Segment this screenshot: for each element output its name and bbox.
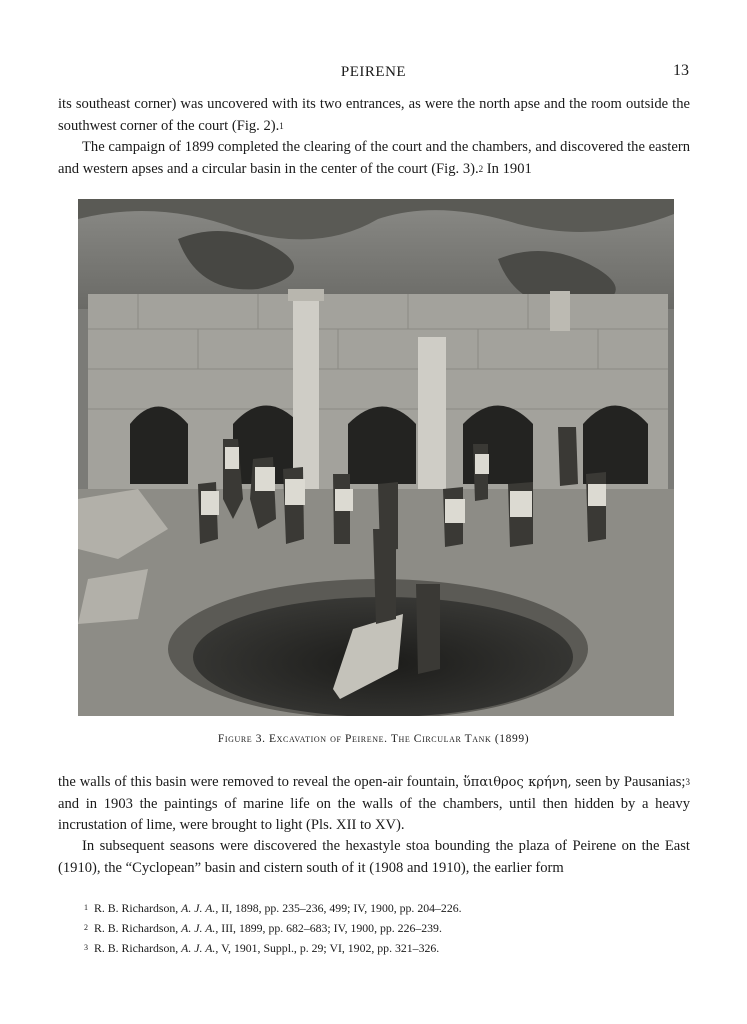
page-number: 13 xyxy=(673,62,689,79)
paragraph-3-rest: and in 1903 the paintings of marine life on the walls of the chambers, until then hidden by a heavy incrustation of lime, were brought to light (Pls. XII to XV). xyxy=(58,795,690,833)
footnote-author: R. B. Richardson, xyxy=(94,941,179,955)
footnote-author: R. B. Richardson, xyxy=(94,901,179,915)
paragraph-1-text: its southeast corner) was uncovered with its two entrances, as were the north apse and the room outside the southwest corner of the court (Fig. 2). xyxy=(58,96,690,134)
paragraph-1 xyxy=(58,94,690,137)
footnote-journal: A. J. A., xyxy=(181,921,219,935)
figure-caption: Figure 3. Excavation of Peirene. The Circular Tank (1899) xyxy=(217,733,530,745)
running-head xyxy=(0,60,747,84)
footnote-author: R. B. Richardson, xyxy=(94,921,179,935)
running-title: PEIRENE xyxy=(340,64,407,80)
footnote-citation: V, 1901, Suppl., p. 29; VI, 1902, pp. 321–326. xyxy=(221,941,440,955)
footnote-mark: 3 xyxy=(84,943,88,952)
footnote-citation: II, 1898, pp. 235–236, 499; IV, 1900, pp. 204–226. xyxy=(221,901,462,915)
footnote-mark: 1 xyxy=(84,903,88,912)
paragraph-3 xyxy=(58,772,690,837)
footnote-journal: A. J. A., xyxy=(181,901,219,915)
paragraph-4: In subsequent seasons were discovered the hexastyle stoa bounding the plaza of Peirene on the East (1910), the “Cyclopean” basin and cistern south of it (1908 and 1910), the earlier form xyxy=(58,838,690,876)
footnote-citation: III, 1899, pp. 682–683; IV, 1900, pp. 226–239. xyxy=(221,921,442,935)
paragraph-2-continuation: In 1901 xyxy=(486,160,532,177)
footnote-3 xyxy=(84,938,684,958)
footnote-ref-2: 2 xyxy=(478,163,484,174)
footnote-mark: 2 xyxy=(84,923,88,932)
footnote-ref-1: 1 xyxy=(279,120,284,131)
figure-photograph xyxy=(78,199,674,716)
paragraph-3-lead: the walls of this basin were removed to reveal the open-air fountain, xyxy=(58,774,459,790)
footnote-2 xyxy=(84,918,684,938)
excavation-photo xyxy=(78,199,674,716)
footnote-1 xyxy=(84,898,684,918)
footnotes xyxy=(84,898,684,958)
paragraph-2-text: The campaign of 1899 completed the clearing of the court and the chambers, and discovered the eastern and western apses and a circular basin in the center of the court (Fig. 3). xyxy=(58,139,690,177)
footnote-journal: A. J. A., xyxy=(181,941,219,955)
paragraph-3-mid: seen by Pausanias; xyxy=(575,774,686,790)
greek-phrase: ὕπαιθρος κρήνη, xyxy=(462,775,572,790)
paragraph-2 xyxy=(58,137,690,180)
footnote-ref-3: 3 xyxy=(685,777,690,787)
